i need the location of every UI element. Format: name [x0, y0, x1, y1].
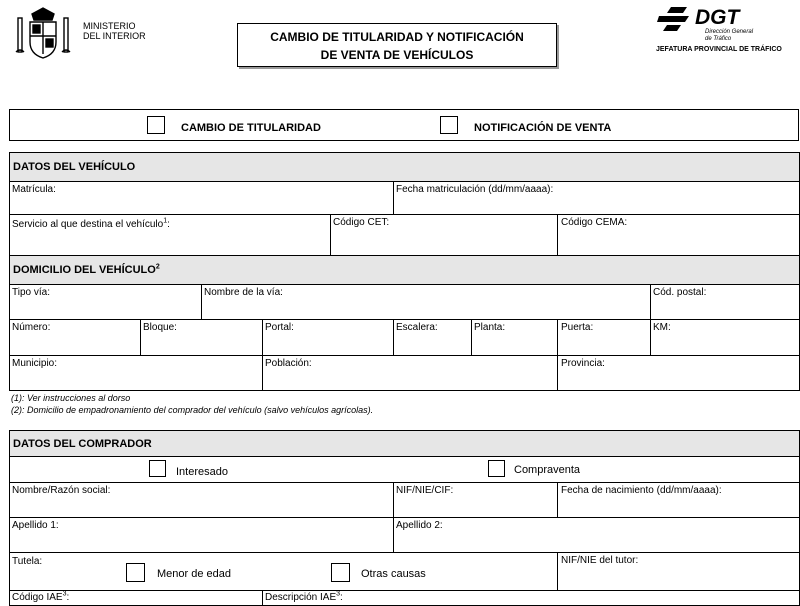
apellido1-field[interactable]	[12, 532, 390, 550]
poblacion-label: Población:	[265, 358, 312, 369]
ministry-line1: MINISTERIO	[83, 21, 136, 31]
servicio-footnote: 1	[163, 217, 168, 225]
address-row-divider-1	[9, 319, 800, 320]
puerta-field[interactable]	[561, 335, 647, 353]
buyer-col-divider-3	[557, 552, 558, 590]
menor-edad-checkbox[interactable]	[126, 563, 145, 582]
fecha-nacimiento-label: Fecha de nacimiento (dd/mm/aaaa):	[561, 485, 722, 496]
cambio-titularidad-checkbox[interactable]	[147, 116, 165, 134]
numero-label: Número:	[12, 322, 51, 333]
buyer-row-divider-2	[9, 517, 800, 518]
cod-postal-field[interactable]	[653, 300, 797, 317]
codigo-cet-label: Código CET:	[333, 217, 390, 228]
dgt-subtitle-2: de Tráfico	[705, 36, 732, 42]
address-footnote: 2	[155, 263, 160, 271]
address-section-header	[9, 255, 800, 285]
fecha-matriculacion-label: Fecha matriculación (dd/mm/aaaa):	[396, 184, 554, 195]
notificacion-venta-label: NOTIFICACIÓN DE VENTA	[474, 122, 612, 134]
buyer-section-header: DATOS DEL COMPRADOR	[9, 430, 800, 457]
fecha-matriculacion-field[interactable]	[396, 196, 796, 212]
interesado-checkbox[interactable]	[149, 460, 166, 477]
notificacion-venta-checkbox[interactable]	[440, 116, 458, 134]
codigo-cema-label: Código CEMA:	[561, 217, 628, 228]
menor-edad-label: Menor de edad	[157, 568, 231, 580]
provincia-field[interactable]	[561, 371, 797, 389]
municipio-label: Municipio:	[12, 358, 58, 369]
address-col-divider-4	[262, 319, 263, 391]
vehicle-col-divider-1	[393, 181, 394, 214]
ministry-name	[83, 21, 146, 41]
km-field[interactable]	[653, 335, 797, 353]
buyer-col-divider-2	[557, 482, 558, 517]
descripcion-iae-label: Descripción IAE$^3$:	[265, 590, 343, 603]
buyer-row-divider-1	[9, 482, 800, 483]
jefatura-label: JEFATURA PROVINCIAL DE TRÁFICO	[656, 46, 782, 53]
nombre-label: Nombre/Razón social:	[12, 485, 111, 496]
address-col-divider-3	[140, 319, 141, 355]
otras-causas-checkbox[interactable]	[331, 563, 350, 582]
codigo-cema-field[interactable]	[561, 230, 797, 254]
form-title	[237, 23, 557, 67]
otras-causas-label: Otras causas	[361, 568, 426, 580]
tipo-via-label: Tipo vía:	[12, 287, 50, 298]
puerta-label: Puerta:	[561, 322, 594, 333]
apellido1-label: Apellido 1:	[12, 520, 59, 531]
planta-field[interactable]	[474, 335, 554, 353]
address-col-divider-2	[650, 284, 651, 355]
codigo-iae-text: Código IAE	[12, 592, 63, 603]
form-title-line2: DE VENTA DE VEHÍCULOS	[320, 48, 474, 62]
tutela-label: Tutela:	[12, 556, 43, 567]
ministry-line2: DEL INTERIOR	[83, 31, 146, 41]
cambio-titularidad-label: CAMBIO DE TITULARIDAD	[181, 122, 321, 134]
apellido2-label: Apellido 2:	[396, 520, 443, 531]
matricula-label: Matrícula:	[12, 184, 56, 195]
bloque-label: Bloque:	[143, 322, 177, 333]
buyer-row-divider-4	[9, 590, 800, 591]
dgt-emblem-icon	[657, 5, 691, 33]
servicio-label: Servicio al que destina el vehículo$^1$:	[12, 217, 170, 230]
footnote-1: (1): Ver instrucciones al dorso	[11, 393, 131, 403]
servicio-text: Servicio al que destina el vehículo	[12, 219, 164, 230]
codigo-iae-footnote: 3	[62, 590, 67, 598]
apellido2-field[interactable]	[396, 532, 797, 550]
municipio-field[interactable]	[12, 371, 259, 389]
address-col-divider-5	[393, 319, 394, 355]
codigo-cet-field[interactable]	[333, 230, 554, 254]
provincia-label: Provincia:	[561, 358, 605, 369]
servicio-field[interactable]	[12, 232, 327, 254]
fecha-nacimiento-field[interactable]	[561, 497, 797, 515]
vehicle-col-divider-2	[330, 214, 331, 256]
nif-field[interactable]	[396, 497, 554, 515]
descripcion-iae-text: Descripción IAE	[265, 592, 337, 603]
planta-label: Planta:	[474, 322, 506, 333]
footnote-2: (2): Domicilio de empadronamiento del comprador del vehículo (salvo vehículos agrícolas).	[11, 405, 374, 415]
codigo-iae-label: Código IAE$^3$:	[12, 590, 70, 603]
poblacion-field[interactable]	[265, 371, 554, 389]
escalera-label: Escalera:	[396, 322, 438, 333]
dgt-subtitle-1: Dirección General	[705, 29, 754, 35]
portal-field[interactable]	[265, 335, 390, 353]
nif-label: NIF/NIE/CIF:	[396, 485, 454, 496]
request-type-row	[9, 109, 799, 141]
address-row-divider-2	[9, 355, 800, 356]
buyer-col-divider-1	[393, 482, 394, 552]
km-label: KM:	[653, 322, 671, 333]
address-col-divider-1	[201, 284, 202, 319]
nombre-via-label: Nombre de la vía:	[204, 287, 283, 298]
buyer-col-divider-4	[262, 590, 263, 606]
address-section-text: DOMICILIO DEL VEHÍCULO	[13, 264, 156, 276]
coat-of-arms-icon	[12, 4, 74, 60]
matricula-field[interactable]	[12, 196, 390, 212]
dgt-logo	[655, 3, 795, 55]
dgt-logo-text: DGT	[695, 6, 740, 29]
portal-label: Portal:	[265, 322, 294, 333]
address-col-divider-7	[557, 319, 558, 391]
compraventa-checkbox[interactable]	[488, 460, 505, 477]
compraventa-label: Compraventa	[514, 464, 581, 476]
bloque-field[interactable]	[143, 335, 259, 353]
numero-field[interactable]	[12, 335, 137, 353]
nombre-field[interactable]	[12, 497, 390, 515]
interesado-label: Interesado	[176, 466, 228, 478]
nif-tutor-label: NIF/NIE del tutor:	[561, 555, 639, 566]
vehicle-col-divider-3	[557, 214, 558, 256]
nif-tutor-field[interactable]	[561, 568, 797, 588]
vehicle-row-divider	[9, 214, 800, 215]
form-title-line1: CAMBIO DE TITULARIDAD Y NOTIFICACIÓN	[270, 30, 524, 44]
tipo-via-field[interactable]	[12, 300, 198, 317]
cod-postal-label: Cód. postal:	[653, 287, 707, 298]
address-col-divider-6	[471, 319, 472, 355]
escalera-field[interactable]	[396, 335, 468, 353]
buyer-row-divider-3	[9, 552, 800, 553]
descripcion-iae-footnote: 3	[336, 590, 341, 598]
vehicle-section-header: DATOS DEL VEHÍCULO	[9, 152, 800, 182]
nombre-via-field[interactable]	[204, 300, 647, 317]
